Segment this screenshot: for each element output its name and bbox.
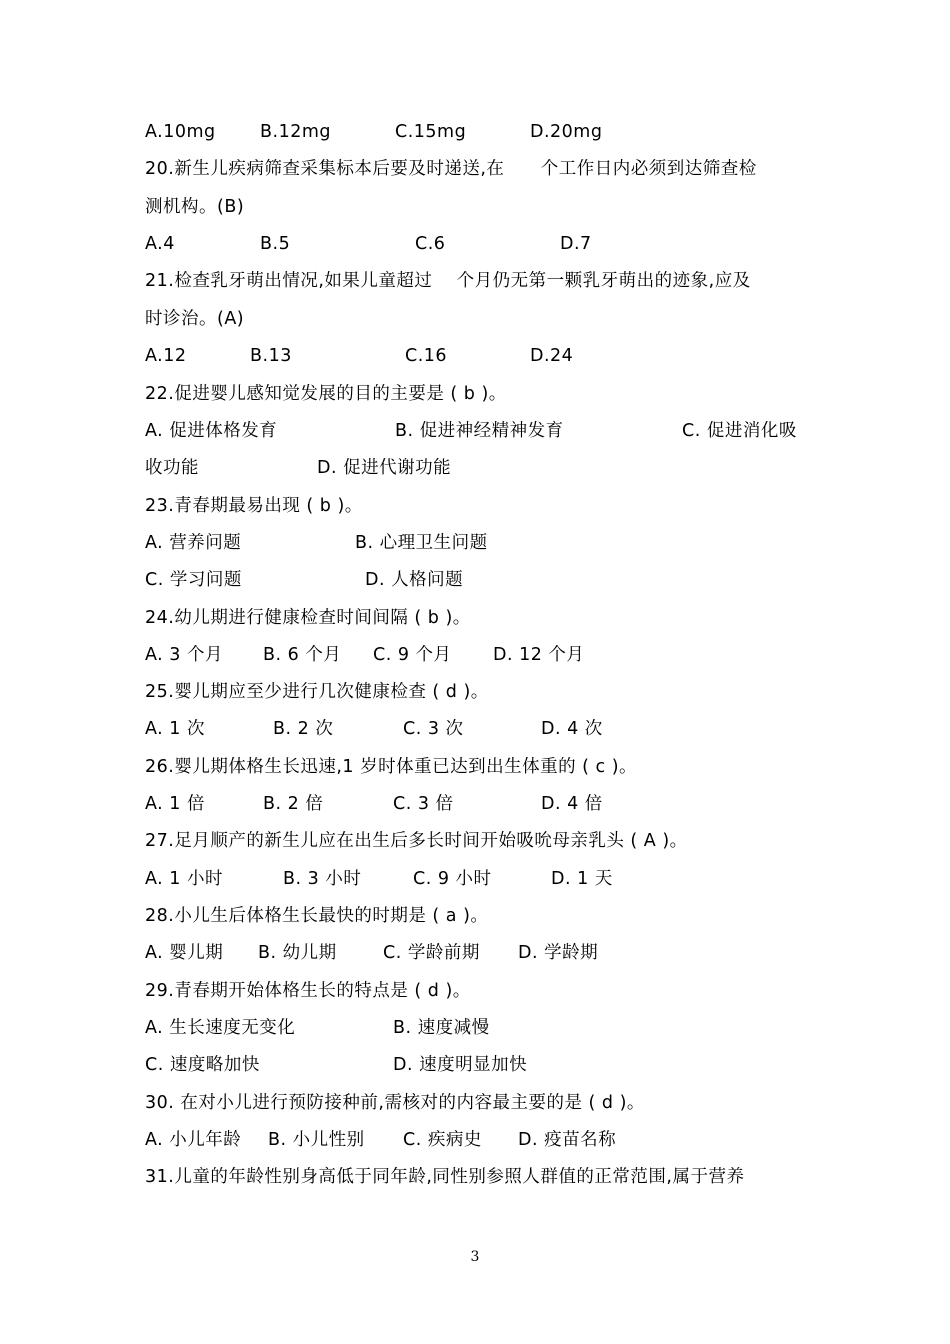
- q21-option-c: C.16: [405, 346, 448, 366]
- q28-stem: 28.小儿生后体格生长最快的时期是 ( a )。: [145, 906, 489, 926]
- q22-stem: 22.促进婴儿感知觉发展的目的主要是 ( b )。: [145, 384, 507, 404]
- q26-option-c: C. 3 倍: [393, 794, 454, 814]
- q30-option-a: A. 小儿年龄: [145, 1130, 242, 1150]
- q23-option-c: C. 学习问题: [145, 570, 242, 590]
- q19-option-a: A.10mg: [145, 122, 216, 142]
- q21-option-d: D.24: [530, 346, 574, 366]
- q25-stem: 25.婴儿期应至少进行几次健康检查 ( d )。: [145, 682, 489, 702]
- q23-stem: 23.青春期最易出现 ( b )。: [145, 496, 363, 516]
- q22-option-d: D. 促进代谢功能: [317, 458, 452, 478]
- q30-option-b: B. 小儿性别: [268, 1130, 365, 1150]
- q24-option-d: D. 12 个月: [493, 645, 585, 665]
- q19-option-d: D.20mg: [530, 122, 603, 142]
- q23-option-d: D. 人格问题: [365, 570, 464, 590]
- q30-option-c: C. 疾病史: [403, 1130, 482, 1150]
- q25-option-d: D. 4 次: [541, 719, 603, 739]
- q26-stem: 26.婴儿期体格生长迅速,1 岁时体重已达到出生体重的 ( c )。: [145, 757, 638, 777]
- q29-option-c: C. 速度略加快: [145, 1055, 260, 1075]
- q23-option-a: A. 营养问题: [145, 533, 242, 553]
- q20-stem-line1: 20.新生儿疾病筛查采集标本后要及时递送,在 个工作日内必须到达筛查检: [145, 159, 757, 179]
- q27-stem: 27.足月顺产的新生儿应在出生后多长时间开始吸吮母亲乳头 ( A )。: [145, 831, 688, 851]
- q26-option-a: A. 1 倍: [145, 794, 205, 814]
- q20-option-c: C.6: [415, 234, 446, 254]
- q20-stem-line2: 测机构。(B): [145, 197, 245, 217]
- q19-option-b: B.12mg: [260, 122, 331, 142]
- q30-stem: 30. 在对小儿进行预防接种前,需核对的内容最主要的是 ( d )。: [145, 1093, 645, 1113]
- q27-option-c: C. 9 小时: [413, 869, 492, 889]
- q24-stem: 24.幼儿期进行健康检查时间间隔 ( b )。: [145, 608, 471, 628]
- q29-stem: 29.青春期开始体格生长的特点是 ( d )。: [145, 981, 471, 1001]
- q21-stem-line1: 21.检查乳牙萌出情况,如果儿童超过 个月仍无第一颗乳牙萌出的迹象,应及: [145, 271, 751, 291]
- q27-option-a: A. 1 小时: [145, 869, 223, 889]
- q20-option-a: A.4: [145, 234, 175, 254]
- q28-option-a: A. 婴儿期: [145, 943, 224, 963]
- q28-option-c: C. 学龄前期: [383, 943, 480, 963]
- q25-option-a: A. 1 次: [145, 719, 205, 739]
- q21-option-b: B.13: [250, 346, 292, 366]
- q22-option-b: B. 促进神经精神发育: [395, 421, 564, 441]
- q21-option-a: A.12: [145, 346, 187, 366]
- q21-stem-line2: 时诊治。(A): [145, 309, 245, 329]
- q24-option-b: B. 6 个月: [263, 645, 342, 665]
- q30-option-d: D. 疫苗名称: [518, 1130, 617, 1150]
- q27-option-b: B. 3 小时: [283, 869, 362, 889]
- q22-option-c: C. 促进消化吸: [682, 421, 797, 441]
- q31-stem: 31.儿童的年龄性别身高低于同年龄,同性别参照人群值的正常范围,属于营养: [145, 1167, 745, 1187]
- q29-option-b: B. 速度减慢: [393, 1018, 490, 1038]
- q23-option-b: B. 心理卫生问题: [355, 533, 488, 553]
- q26-option-d: D. 4 倍: [541, 794, 603, 814]
- q20-option-d: D.7: [560, 234, 592, 254]
- q29-option-d: D. 速度明显加快: [393, 1055, 528, 1075]
- q22-option-c-continued: 收功能: [145, 458, 199, 478]
- q25-option-b: B. 2 次: [273, 719, 334, 739]
- q20-option-b: B.5: [260, 234, 291, 254]
- q26-option-b: B. 2 倍: [263, 794, 324, 814]
- q29-option-a: A. 生长速度无变化: [145, 1018, 296, 1038]
- q27-option-d: D. 1 天: [551, 869, 613, 889]
- q19-option-c: C.15mg: [395, 122, 467, 142]
- q25-option-c: C. 3 次: [403, 719, 464, 739]
- q28-option-b: B. 幼儿期: [258, 943, 337, 963]
- q22-option-a: A. 促进体格发育: [145, 421, 278, 441]
- page-number: 3: [470, 1249, 480, 1265]
- q24-option-c: C. 9 个月: [373, 645, 452, 665]
- q28-option-d: D. 学龄期: [518, 943, 599, 963]
- q24-option-a: A. 3 个月: [145, 645, 223, 665]
